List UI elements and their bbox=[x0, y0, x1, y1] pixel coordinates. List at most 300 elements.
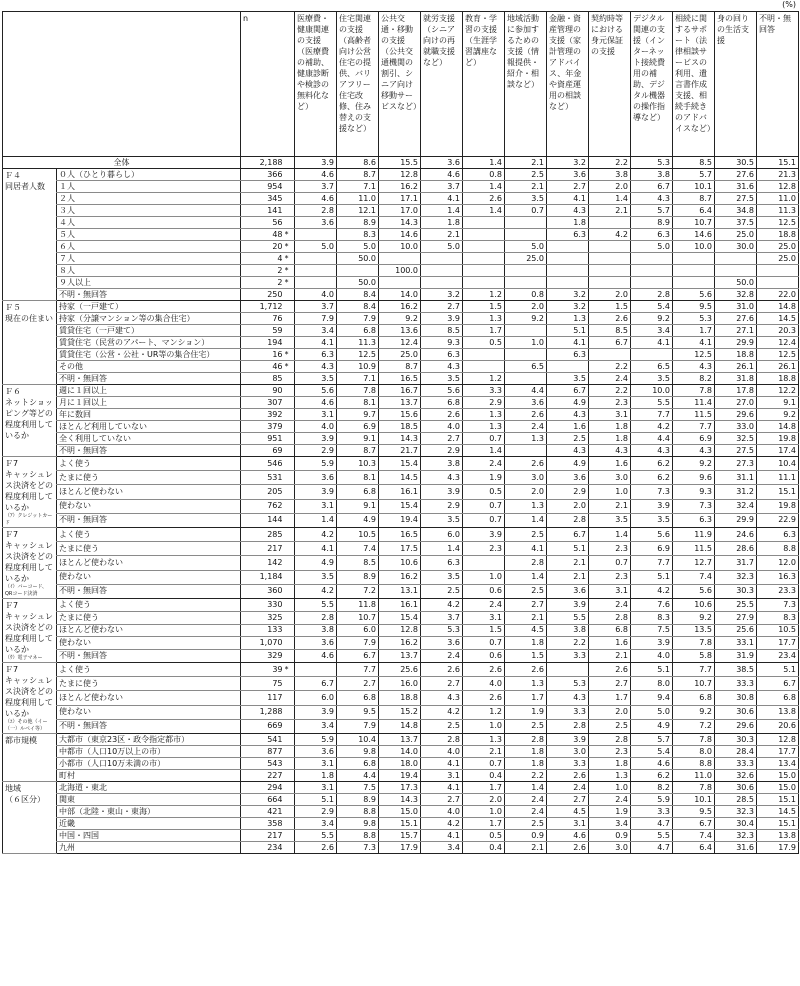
table-row bbox=[3, 637, 799, 650]
row-value: 12.5 bbox=[757, 217, 799, 229]
row-n: 46 bbox=[241, 361, 285, 373]
row-asterisk bbox=[285, 397, 295, 409]
row-value: 8.9 bbox=[337, 570, 379, 584]
row-value: 1.9 bbox=[589, 806, 631, 818]
row-value: 2.0 bbox=[547, 499, 589, 513]
row-value: 12.8 bbox=[379, 624, 421, 637]
row-value: 17.1 bbox=[379, 193, 421, 205]
row-value bbox=[631, 265, 673, 277]
row-value: 3.4 bbox=[631, 325, 673, 337]
row-value: 2.6 bbox=[463, 691, 505, 705]
row-value: 5.7 bbox=[631, 734, 673, 746]
row-value: 12.5 bbox=[337, 349, 379, 361]
row-value: 15.0 bbox=[757, 770, 799, 782]
row-value: 3.2 bbox=[421, 289, 463, 301]
row-value bbox=[463, 349, 505, 361]
row-value: 9.7 bbox=[337, 409, 379, 421]
table-row bbox=[3, 599, 799, 612]
row-value: 2.5 bbox=[505, 818, 547, 830]
row-asterisk bbox=[285, 794, 295, 806]
row-value bbox=[673, 265, 715, 277]
row-value bbox=[463, 217, 505, 229]
row-value: 7.4 bbox=[673, 830, 715, 842]
row-value: 0.9 bbox=[589, 830, 631, 842]
row-value: 12.5 bbox=[673, 349, 715, 361]
group-label bbox=[3, 301, 57, 385]
row-value: 6.3 bbox=[673, 513, 715, 527]
row-value: 8.3 bbox=[337, 229, 379, 241]
row-value: 19.4 bbox=[379, 770, 421, 782]
row-value: 2.4 bbox=[589, 794, 631, 806]
row-value: 17.5 bbox=[379, 542, 421, 556]
row-value: 20.3 bbox=[757, 325, 799, 337]
total-value: 3.9 bbox=[295, 157, 337, 169]
row-value: 4.0 bbox=[463, 677, 505, 691]
row-asterisk bbox=[285, 734, 295, 746]
row-value: 6.3 bbox=[757, 528, 799, 542]
row-value: 16.7 bbox=[379, 385, 421, 397]
table-row bbox=[3, 265, 799, 277]
row-value: 1.3 bbox=[463, 313, 505, 325]
row-value: 7.7 bbox=[631, 556, 673, 570]
row-value: 5.4 bbox=[631, 746, 673, 758]
row-value: 3.5 bbox=[505, 193, 547, 205]
row-value: 2.9 bbox=[421, 445, 463, 457]
row-value: 6.7 bbox=[547, 528, 589, 542]
row-asterisk: * bbox=[285, 253, 295, 265]
row-n: 307 bbox=[241, 397, 285, 409]
row-value: 2.1 bbox=[505, 611, 547, 624]
row-asterisk bbox=[285, 528, 295, 542]
row-n: 954 bbox=[241, 181, 285, 193]
row-value: 1.4 bbox=[589, 193, 631, 205]
row-value: 4.6 bbox=[295, 650, 337, 663]
row-value bbox=[631, 277, 673, 289]
row-value: 7.2 bbox=[337, 584, 379, 598]
row-value: 5.1 bbox=[547, 542, 589, 556]
row-value bbox=[505, 229, 547, 241]
group-label-text: Ｆ7 キャッシュレス決済をどの程度利用しているか bbox=[5, 601, 53, 654]
row-value: 2.5 bbox=[505, 584, 547, 598]
row-value: 1.4 bbox=[421, 205, 463, 217]
row-value: 3.4 bbox=[295, 719, 337, 733]
row-value: 11.4 bbox=[673, 397, 715, 409]
total-row bbox=[3, 157, 799, 169]
row-value: 3.1 bbox=[547, 818, 589, 830]
row-value: 6.9 bbox=[337, 421, 379, 433]
group-label bbox=[3, 457, 57, 528]
row-value: 8.7 bbox=[379, 361, 421, 373]
row-value: 17.9 bbox=[379, 842, 421, 854]
row-value: 12.4 bbox=[757, 337, 799, 349]
row-value: 5.3 bbox=[673, 313, 715, 325]
row-value: 20.6 bbox=[757, 719, 799, 733]
row-asterisk bbox=[285, 842, 295, 854]
row-n: 76 bbox=[241, 313, 285, 325]
row-value: 27.6 bbox=[715, 169, 757, 181]
row-value: 22.0 bbox=[757, 289, 799, 301]
row-value: 4.1 bbox=[505, 542, 547, 556]
row-value: 13.5 bbox=[673, 624, 715, 637]
row-value: 1.7 bbox=[589, 691, 631, 705]
row-value: 5.7 bbox=[631, 205, 673, 217]
row-value: 1.6 bbox=[589, 457, 631, 471]
row-value: 1.2 bbox=[463, 705, 505, 719]
row-value: 3.6 bbox=[295, 637, 337, 650]
row-value: 33.3 bbox=[715, 677, 757, 691]
row-value: 16.2 bbox=[379, 181, 421, 193]
row-label: 北海道・東北 bbox=[57, 782, 241, 794]
row-value: 9.5 bbox=[673, 806, 715, 818]
row-value: 6.0 bbox=[295, 691, 337, 705]
row-value bbox=[463, 556, 505, 570]
row-n: 217 bbox=[241, 830, 285, 842]
row-value: 13.1 bbox=[379, 584, 421, 598]
row-value: 8.1 bbox=[337, 397, 379, 409]
row-value: 11.0 bbox=[337, 193, 379, 205]
row-value: 4.0 bbox=[421, 806, 463, 818]
row-value: 1.8 bbox=[505, 637, 547, 650]
row-asterisk bbox=[285, 650, 295, 663]
row-value: 6.3 bbox=[547, 229, 589, 241]
row-value: 4.7 bbox=[631, 818, 673, 830]
row-value: 2.0 bbox=[505, 485, 547, 499]
row-asterisk bbox=[285, 818, 295, 830]
table-row bbox=[3, 397, 799, 409]
table-row bbox=[3, 289, 799, 301]
row-value: 6.7 bbox=[631, 181, 673, 193]
row-value: 9.4 bbox=[631, 691, 673, 705]
row-value: 2.8 bbox=[589, 611, 631, 624]
row-value: 15.4 bbox=[379, 457, 421, 471]
row-value: 4.0 bbox=[421, 421, 463, 433]
row-value: 3.9 bbox=[631, 637, 673, 650]
row-value: 5.5 bbox=[295, 830, 337, 842]
row-value: 13.6 bbox=[379, 325, 421, 337]
row-label: 九州 bbox=[57, 842, 241, 854]
header-col-8: 契約時等における身元保証の支援 bbox=[589, 12, 631, 157]
row-value: 2.6 bbox=[463, 193, 505, 205]
row-value: 30.3 bbox=[715, 584, 757, 598]
row-value: 32.4 bbox=[715, 499, 757, 513]
row-value: 7.9 bbox=[337, 719, 379, 733]
row-label: たまに使う bbox=[57, 677, 241, 691]
row-value: 30.8 bbox=[715, 691, 757, 705]
row-value: 2.9 bbox=[295, 445, 337, 457]
row-asterisk bbox=[285, 373, 295, 385]
row-label: ５人 bbox=[57, 229, 241, 241]
table-row bbox=[3, 818, 799, 830]
header-col-3: 公共交通・移動の支援（公共交通機関の割引、シニア向け移動サービスなど） bbox=[379, 12, 421, 157]
row-value: 13.8 bbox=[757, 830, 799, 842]
row-value: 26.1 bbox=[757, 361, 799, 373]
row-value: 3.5 bbox=[421, 513, 463, 527]
row-value: 14.8 bbox=[757, 421, 799, 433]
row-value: 2.3 bbox=[463, 542, 505, 556]
row-value: 1.3 bbox=[505, 677, 547, 691]
row-value: 2.8 bbox=[547, 513, 589, 527]
row-value: 17.0 bbox=[379, 205, 421, 217]
row-value bbox=[505, 265, 547, 277]
row-value: 33.1 bbox=[715, 637, 757, 650]
table-row bbox=[3, 542, 799, 556]
row-value: 27.3 bbox=[715, 457, 757, 471]
row-label: ３人 bbox=[57, 205, 241, 217]
row-n: 16 bbox=[241, 349, 285, 361]
row-value: 2.3 bbox=[589, 746, 631, 758]
row-value: 13.7 bbox=[379, 734, 421, 746]
row-value: 4.1 bbox=[673, 337, 715, 349]
row-n: 56 bbox=[241, 217, 285, 229]
row-value: 1.4 bbox=[463, 445, 505, 457]
total-asterisk bbox=[285, 157, 295, 169]
row-label: 持家（一戸建て） bbox=[57, 301, 241, 313]
row-value: 8.9 bbox=[337, 217, 379, 229]
row-value bbox=[295, 265, 337, 277]
table-row bbox=[3, 770, 799, 782]
row-label: ８人 bbox=[57, 265, 241, 277]
row-value: 27.9 bbox=[715, 611, 757, 624]
row-value: 1.7 bbox=[463, 325, 505, 337]
row-value: 1.3 bbox=[463, 421, 505, 433]
row-value: 9.1 bbox=[337, 433, 379, 445]
table-row bbox=[3, 677, 799, 691]
total-value: 3.6 bbox=[421, 157, 463, 169]
row-value: 12.8 bbox=[757, 734, 799, 746]
row-asterisk bbox=[285, 611, 295, 624]
row-value: 7.3 bbox=[673, 499, 715, 513]
row-value: 6.8 bbox=[337, 325, 379, 337]
row-n: 133 bbox=[241, 624, 285, 637]
row-value bbox=[547, 277, 589, 289]
row-value: 8.7 bbox=[337, 169, 379, 181]
row-value: 37.5 bbox=[715, 217, 757, 229]
table-row bbox=[3, 794, 799, 806]
row-value: 2.2 bbox=[589, 385, 631, 397]
row-value: 4.3 bbox=[421, 691, 463, 705]
row-value: 2.0 bbox=[589, 705, 631, 719]
row-value: 25.0 bbox=[505, 253, 547, 265]
row-value: 1.3 bbox=[505, 433, 547, 445]
row-value: 6.7 bbox=[547, 385, 589, 397]
row-value: 4.7 bbox=[631, 842, 673, 854]
row-label: よく使う bbox=[57, 528, 241, 542]
row-value: 2.5 bbox=[589, 719, 631, 733]
row-value: 31.9 bbox=[715, 650, 757, 663]
row-n: 358 bbox=[241, 818, 285, 830]
row-value: 11.0 bbox=[673, 770, 715, 782]
row-value: 10.0 bbox=[379, 241, 421, 253]
row-label: 賃貸住宅（一戸建て） bbox=[57, 325, 241, 337]
row-value: 10.3 bbox=[337, 457, 379, 471]
row-value: 3.6 bbox=[547, 471, 589, 485]
row-value: 14.0 bbox=[379, 289, 421, 301]
row-value: 1.8 bbox=[547, 217, 589, 229]
row-value: 16.5 bbox=[379, 528, 421, 542]
row-value: 15.1 bbox=[379, 818, 421, 830]
row-value bbox=[505, 325, 547, 337]
row-value: 8.3 bbox=[631, 611, 673, 624]
row-value: 4.4 bbox=[337, 770, 379, 782]
row-value: 1.3 bbox=[463, 409, 505, 421]
row-value: 17.7 bbox=[757, 637, 799, 650]
row-value: 11.0 bbox=[757, 193, 799, 205]
row-value: 8.0 bbox=[673, 746, 715, 758]
row-value: 4.3 bbox=[547, 691, 589, 705]
row-value: 7.5 bbox=[337, 782, 379, 794]
row-value: 2.2 bbox=[589, 361, 631, 373]
row-value bbox=[673, 277, 715, 289]
row-value: 0.8 bbox=[463, 169, 505, 181]
row-value: 8.0 bbox=[631, 677, 673, 691]
row-value: 10.1 bbox=[673, 794, 715, 806]
row-asterisk: * bbox=[285, 349, 295, 361]
row-value: 5.6 bbox=[673, 584, 715, 598]
row-label: 中部（北陸・東山・東海） bbox=[57, 806, 241, 818]
row-label: よく使う bbox=[57, 457, 241, 471]
row-value: 0.7 bbox=[463, 637, 505, 650]
row-value: 7.8 bbox=[337, 385, 379, 397]
total-value: 2.2 bbox=[589, 157, 631, 169]
row-value: 6.8 bbox=[337, 691, 379, 705]
row-value: 6.2 bbox=[631, 770, 673, 782]
group-label bbox=[3, 663, 57, 734]
row-value: 3.7 bbox=[295, 301, 337, 313]
row-n: 330 bbox=[241, 599, 285, 612]
row-value: 14.0 bbox=[379, 746, 421, 758]
row-value: 1.9 bbox=[463, 471, 505, 485]
row-value: 30.3 bbox=[715, 734, 757, 746]
row-label: ４人 bbox=[57, 217, 241, 229]
row-value: 38.5 bbox=[715, 663, 757, 677]
table-row bbox=[3, 169, 799, 181]
row-value: 5.1 bbox=[757, 663, 799, 677]
total-value: 8.5 bbox=[673, 157, 715, 169]
row-value: 50.0 bbox=[337, 277, 379, 289]
table-row bbox=[3, 241, 799, 253]
row-asterisk: * bbox=[285, 265, 295, 277]
row-asterisk: * bbox=[285, 663, 295, 677]
row-value: 2.1 bbox=[547, 556, 589, 570]
header-col-9: デジタル関連の支援（インターネット接続費用の補助、デジタル機器の操作指導など） bbox=[631, 12, 673, 157]
row-value: 29.9 bbox=[715, 513, 757, 527]
row-value: 16.0 bbox=[379, 677, 421, 691]
table-row bbox=[3, 650, 799, 663]
row-value: 3.8 bbox=[295, 624, 337, 637]
row-value: 2.8 bbox=[631, 289, 673, 301]
row-value: 2.3 bbox=[589, 397, 631, 409]
row-value: 2.8 bbox=[505, 556, 547, 570]
row-label: ほとんど利用していない bbox=[57, 421, 241, 433]
row-value: 25.6 bbox=[715, 624, 757, 637]
row-value: 2.5 bbox=[421, 719, 463, 733]
row-value: 1.4 bbox=[295, 513, 337, 527]
row-label: ほとんど使わない bbox=[57, 624, 241, 637]
row-value: 9.3 bbox=[421, 337, 463, 349]
table-row bbox=[3, 217, 799, 229]
header-col-11: 身の回りの生活支援 bbox=[715, 12, 757, 157]
row-value: 1.5 bbox=[463, 624, 505, 637]
row-value: 1.0 bbox=[505, 337, 547, 349]
row-value: 3.9 bbox=[547, 599, 589, 612]
row-value: 9.1 bbox=[337, 499, 379, 513]
row-value: 4.3 bbox=[295, 361, 337, 373]
row-value: 10.5 bbox=[757, 624, 799, 637]
table-row bbox=[3, 301, 799, 313]
row-value: 4.9 bbox=[631, 719, 673, 733]
row-value: 2.6 bbox=[421, 663, 463, 677]
row-value: 2.6 bbox=[547, 842, 589, 854]
row-value: 2.4 bbox=[421, 650, 463, 663]
row-value: 8.5 bbox=[589, 325, 631, 337]
row-n: 205 bbox=[241, 485, 285, 499]
row-value: 8.8 bbox=[673, 758, 715, 770]
row-value: 8.9 bbox=[337, 794, 379, 806]
row-value: 30.0 bbox=[715, 241, 757, 253]
group-label-text: Ｆ６ ネットショッピング等どの程度利用しているか bbox=[5, 387, 53, 440]
row-value: 13.8 bbox=[757, 705, 799, 719]
row-value: 6.8 bbox=[589, 624, 631, 637]
table-row bbox=[3, 719, 799, 733]
row-value: 1.4 bbox=[463, 205, 505, 217]
row-value: 32.6 bbox=[715, 770, 757, 782]
row-value: 3.4 bbox=[589, 818, 631, 830]
row-value: 6.4 bbox=[673, 842, 715, 854]
row-value: 29.6 bbox=[715, 409, 757, 421]
row-n: 531 bbox=[241, 471, 285, 485]
row-value bbox=[631, 349, 673, 361]
row-value: 8.5 bbox=[421, 325, 463, 337]
row-value: 4.2 bbox=[631, 584, 673, 598]
row-value: 2.6 bbox=[295, 842, 337, 854]
row-value: 6.7 bbox=[589, 337, 631, 349]
row-asterisk: * bbox=[285, 241, 295, 253]
row-value: 3.5 bbox=[421, 570, 463, 584]
row-value: 18.5 bbox=[379, 421, 421, 433]
table-row bbox=[3, 782, 799, 794]
row-label: ６人 bbox=[57, 241, 241, 253]
row-n: 39 bbox=[241, 663, 285, 677]
row-value: 2.9 bbox=[463, 397, 505, 409]
row-value: 14.3 bbox=[379, 217, 421, 229]
row-value: 2.8 bbox=[589, 734, 631, 746]
row-n: 227 bbox=[241, 770, 285, 782]
row-value: 3.3 bbox=[547, 758, 589, 770]
row-value bbox=[505, 445, 547, 457]
row-value: 4.1 bbox=[295, 542, 337, 556]
row-label: たまに使う bbox=[57, 542, 241, 556]
row-value: 2.4 bbox=[505, 421, 547, 433]
table-row bbox=[3, 758, 799, 770]
row-value: 5.1 bbox=[631, 663, 673, 677]
row-value: 1.3 bbox=[589, 770, 631, 782]
group-label-text: 都市規模 bbox=[5, 736, 37, 745]
row-value bbox=[757, 265, 799, 277]
table-row bbox=[3, 253, 799, 265]
row-value: 12.5 bbox=[757, 349, 799, 361]
row-value: 28.5 bbox=[715, 794, 757, 806]
header-corner bbox=[3, 12, 241, 157]
row-value: 2.3 bbox=[589, 570, 631, 584]
row-value: 31.6 bbox=[715, 181, 757, 193]
row-value: 23.3 bbox=[757, 584, 799, 598]
row-label: 中国・四国 bbox=[57, 830, 241, 842]
row-value: 6.0 bbox=[421, 528, 463, 542]
row-value: 15.2 bbox=[379, 705, 421, 719]
table-row bbox=[3, 361, 799, 373]
row-value: 32.8 bbox=[715, 289, 757, 301]
row-value: 3.3 bbox=[463, 385, 505, 397]
